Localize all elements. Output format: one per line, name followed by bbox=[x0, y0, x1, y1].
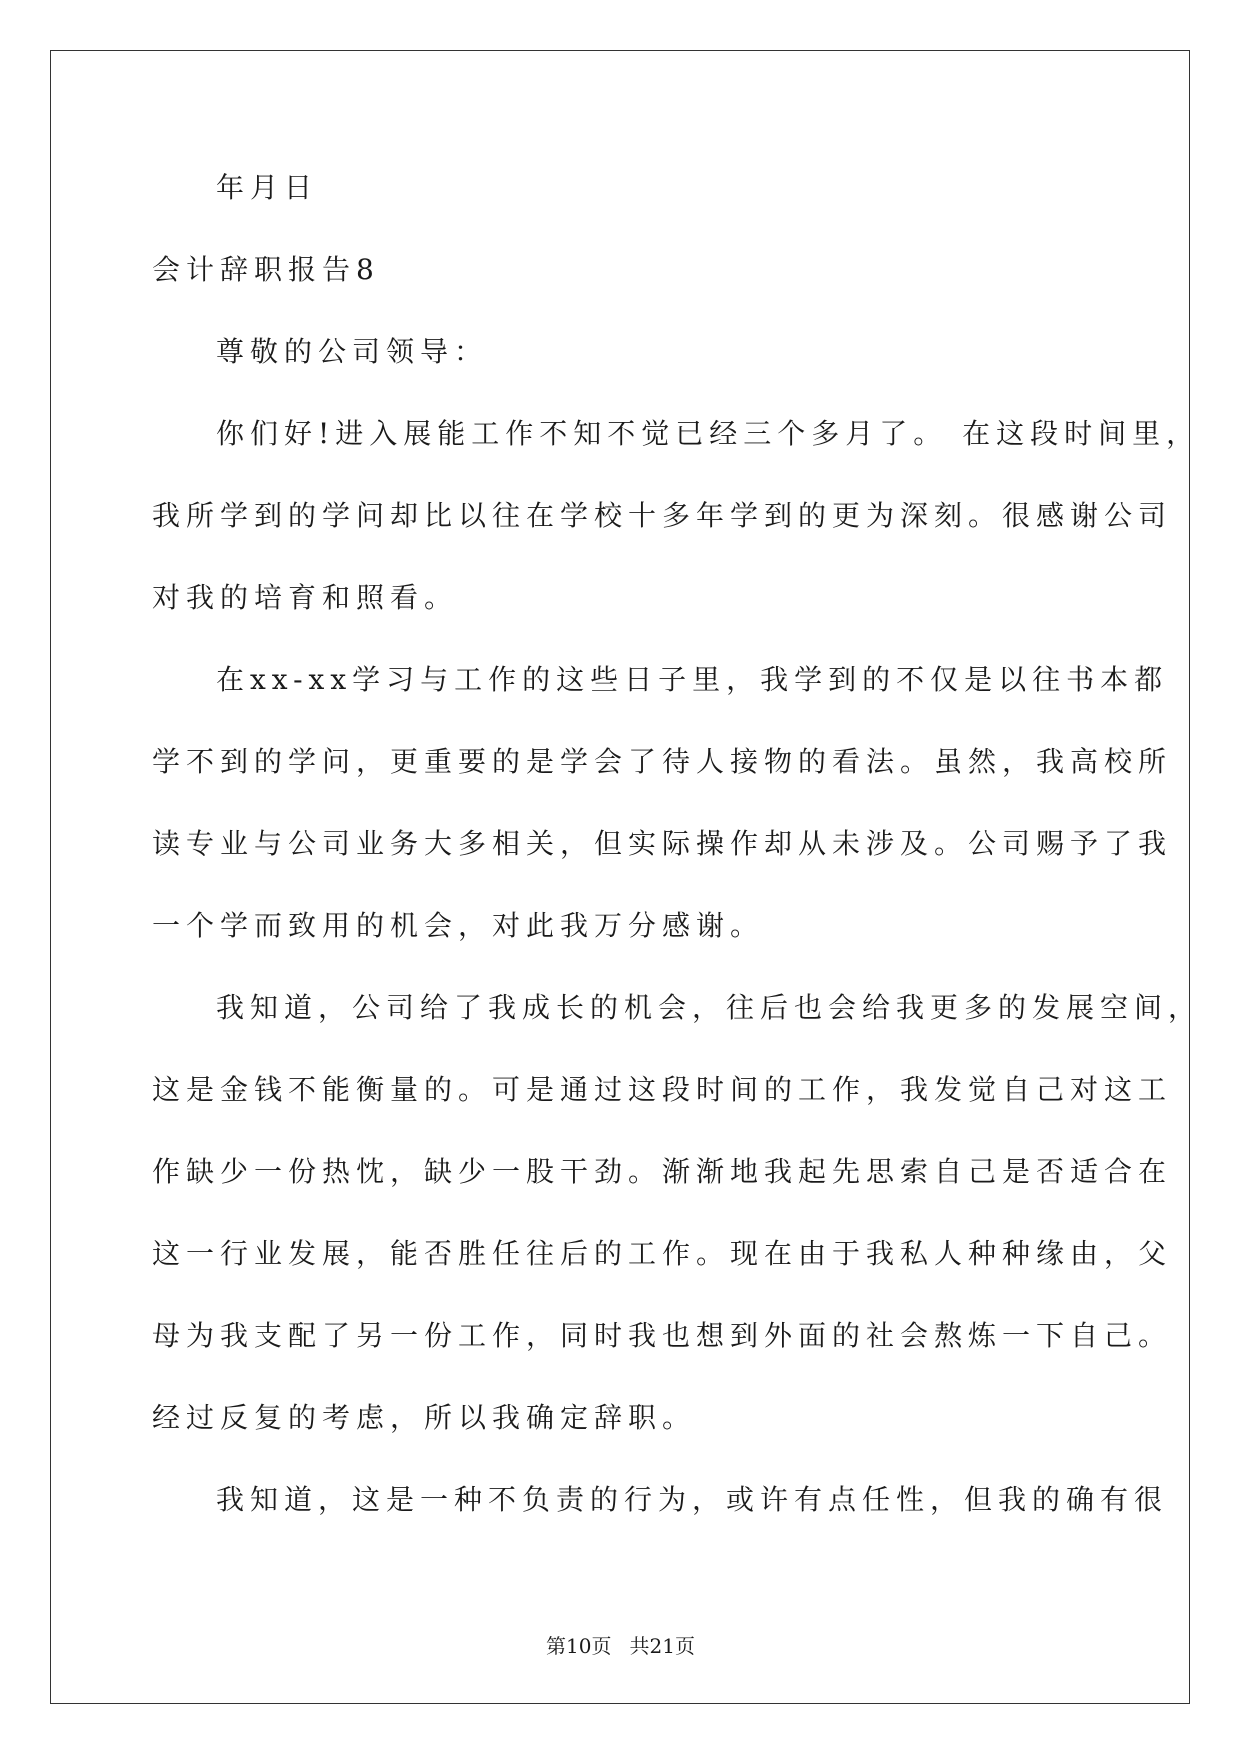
paragraph-line: 我知道，这是一种不负责的行为，或许有点任性，但我的确有很 bbox=[216, 1483, 1169, 1516]
paragraph-line: 作缺少一份热忱，缺少一股干劲。渐渐地我起先思索自己是否适合在 bbox=[152, 1155, 1173, 1188]
paragraph-line: 这是金钱不能衡量的。可是通过这段时间的工作，我发觉自己对这工 bbox=[152, 1073, 1173, 1106]
document-body bbox=[152, 160, 1203, 1554]
paragraph-line: 在xx-xx学习与工作的这些日子里，我学到的不仅是以往书本都 bbox=[216, 663, 1169, 696]
paragraph-line: 你们好!进入展能工作不知不觉已经三个多月了。 在这段时间里， bbox=[216, 417, 1201, 450]
paragraph-line: 对我的培育和照看。 bbox=[152, 581, 459, 614]
current-page-label: 第10页 bbox=[546, 1634, 612, 1658]
paragraph-line: 我知道，公司给了我成长的机会，往后也会给我更多的发展空间， bbox=[216, 991, 1203, 1024]
paragraph-line: 我所学到的学问却比以往在学校十多年学到的更为深刻。很感谢公司 bbox=[152, 499, 1173, 532]
paragraph-line: 母为我支配了另一份工作，同时我也想到外面的社会熬炼一下自己。 bbox=[152, 1319, 1173, 1352]
paragraph-line: 经过反复的考虑，所以我确定辞职。 bbox=[152, 1401, 697, 1434]
paragraph-line: 一个学而致用的机会，对此我万分感谢。 bbox=[152, 909, 765, 942]
paragraph-line: 读专业与公司业务大多相关，但实际操作却从未涉及。公司赐予了我 bbox=[152, 827, 1173, 860]
salutation: 尊敬的公司领导： bbox=[216, 335, 489, 368]
page-footer bbox=[0, 1630, 1241, 1659]
section-heading: 会计辞职报告8 bbox=[152, 253, 380, 286]
total-pages-label: 共21页 bbox=[629, 1634, 695, 1658]
text-line: 年月日 bbox=[216, 171, 319, 204]
paragraph-line: 学不到的学问，更重要的是学会了待人接物的看法。虽然，我高校所 bbox=[152, 745, 1173, 778]
paragraph-line: 这一行业发展，能否胜任往后的工作。现在由于我私人种种缘由，父 bbox=[152, 1237, 1173, 1270]
